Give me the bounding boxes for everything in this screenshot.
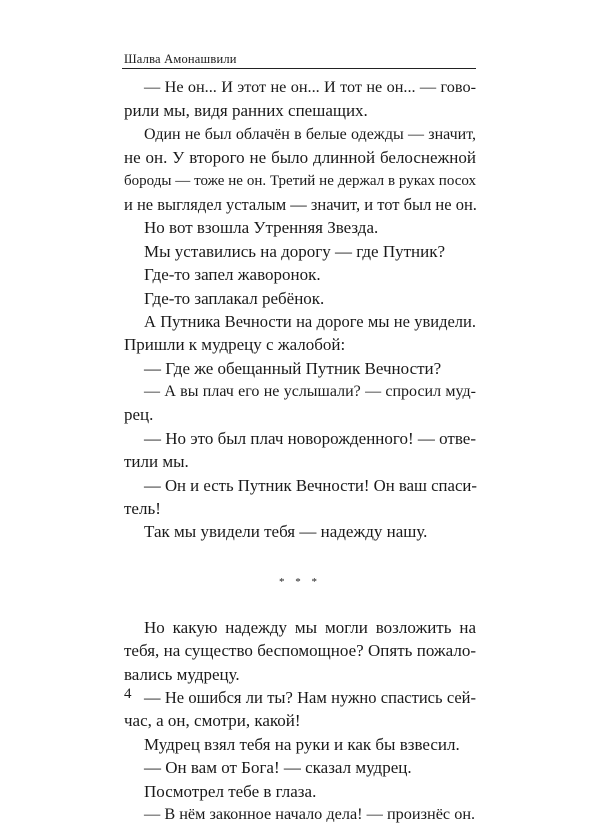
text-line: Но вот взошла Утренняя Звезда. bbox=[144, 218, 379, 238]
text-line: и не выглядел усталым — значит, и тот был не он. bbox=[124, 194, 477, 214]
text-line: — Он вам от Бога! — сказал мудрец. bbox=[144, 758, 412, 778]
header-rule bbox=[122, 68, 476, 69]
body-text bbox=[124, 76, 476, 826]
text-line: тебя, на существо беспомощное? Опять пожало- bbox=[124, 641, 476, 661]
text-line: — Не ошибся ли ты? Нам нужно спастись сей- bbox=[144, 687, 476, 707]
running-head: Шалва Амонашвили bbox=[124, 52, 237, 66]
text-line: Где-то запел жаворонок. bbox=[144, 265, 321, 285]
text-line: Пришли к мудрецу с жалобой: bbox=[124, 335, 346, 355]
section-gap bbox=[124, 544, 476, 568]
text-line: рили мы, видя ранних спешащих. bbox=[124, 101, 368, 121]
text-line: А Путника Вечности на дороге мы не увидели. bbox=[144, 311, 476, 331]
text-line: Где-то заплакал ребёнок. bbox=[144, 288, 325, 308]
text-line: — Он и есть Путник Вечности! Он ваш спаси- bbox=[144, 475, 477, 495]
text-line: — Не он... И этот не он... И тот не он... — гово- bbox=[144, 78, 476, 96]
text-line: вались мудрецу. bbox=[124, 664, 240, 684]
text-line: Мудрец взял тебя на руки и как бы взвесил. bbox=[144, 734, 460, 754]
text-line: не он. У второго не было длинной белоснежной bbox=[124, 148, 476, 168]
text-line: Так мы увидели тебя — надежду нашу. bbox=[144, 522, 428, 542]
section-separator: * * * bbox=[279, 575, 321, 588]
text-line: Посмотрел тебе в глаза. bbox=[144, 781, 317, 801]
text-line: Один не был облачён в белые одежды — значит, bbox=[144, 125, 476, 143]
text-line: Мы уставились на дорогу — где Путник? bbox=[144, 241, 446, 261]
text-line: — А вы плач его не услышали? — спросил муд- bbox=[144, 383, 476, 401]
text-line: бороды — тоже не он. Третий не держал в руках посох bbox=[124, 172, 476, 189]
text-line: час, а он, смотри, какой! bbox=[124, 711, 301, 731]
section-gap bbox=[124, 596, 476, 616]
text-line: тили мы. bbox=[124, 452, 189, 472]
text-line: Но какую надежду мы могли возложить на bbox=[144, 617, 476, 637]
text-line: рец. bbox=[124, 405, 154, 425]
text-line: — В нём законное начало дела! — произнёс он. bbox=[144, 804, 476, 823]
page-number: 4 bbox=[124, 686, 132, 702]
text-line: — Где же обещанный Путник Вечности? bbox=[144, 358, 442, 378]
text-line: — Но это был плач новорожденного! — отве- bbox=[144, 428, 476, 448]
text-line: тель! bbox=[124, 499, 161, 519]
